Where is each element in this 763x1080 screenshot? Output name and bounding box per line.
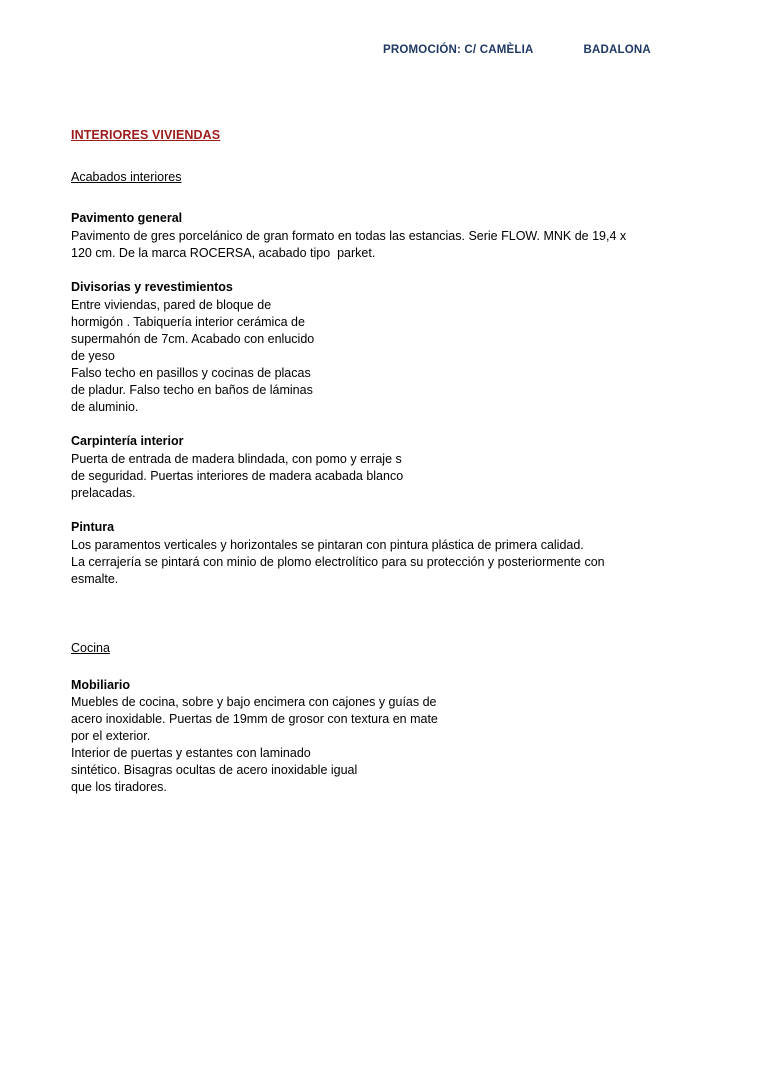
body-line: Pavimento de gres porcelánico de gran formato en todas las estancias. Serie FLOW. MNK de 19,4 x: [71, 228, 627, 243]
block-title: Carpintería interior: [71, 433, 184, 448]
block-title: Divisorias y revestimientos: [71, 279, 233, 294]
document-header: [0, 44, 763, 56]
body-line: supermahón de 7cm. Acabado con enlucido: [71, 331, 315, 346]
block-body: [71, 537, 691, 588]
block-spacer: [71, 655, 691, 677]
block-pavimento-general: [71, 210, 691, 262]
block-title: Pintura: [71, 519, 115, 534]
body-line: de aluminio.: [71, 399, 139, 414]
body-line: 120 cm. De la marca ROCERSA, acabado tipo parket.: [71, 245, 376, 260]
body-line: La cerrajería se pintará con minio de plomo electrolítico para su protección y posteriormente con: [71, 554, 605, 569]
body-line: de pladur. Falso techo en baños de láminas: [71, 382, 313, 397]
body-line: Puerta de entrada de madera blindada, con pomo y erraje s: [71, 451, 402, 466]
promotion-label: PROMOCIÓN: C/ CAMÈLIA: [383, 44, 534, 56]
block-pintura: [71, 519, 691, 588]
block-body: [71, 451, 691, 502]
block-body: [71, 694, 691, 796]
body-line: hormigón . Tabiquería interior cerámica de: [71, 314, 305, 329]
section-heading-acabados: Acabados interiores: [71, 170, 182, 184]
block-title: Pavimento general: [71, 211, 183, 225]
block-body: [71, 228, 691, 262]
section-heading-cocina: Cocina: [71, 640, 110, 655]
body-line: esmalte.: [71, 571, 119, 586]
body-line: prelacadas.: [71, 485, 136, 500]
promotion-location: BADALONA: [583, 44, 651, 56]
block-body: [71, 297, 691, 416]
block-divisorias-revestimientos: [71, 279, 691, 416]
body-line: Muebles de cocina, sobre y bajo encimera con cajones y guías de: [71, 695, 437, 710]
body-line: Entre viviendas, pared de bloque de: [71, 297, 272, 312]
body-line: de yeso: [71, 348, 115, 363]
block-title: Mobiliario: [71, 677, 131, 692]
body-line: de seguridad. Puertas interiores de madera acabada blanco: [71, 468, 404, 483]
body-line: sintético. Bisagras ocultas de acero inoxidable igual: [71, 763, 358, 778]
body-line: Interior de puertas y estantes con laminado: [71, 746, 311, 761]
body-line: Falso techo en pasillos y cocinas de placas: [71, 365, 311, 380]
block-mobiliario: [71, 677, 691, 797]
body-line: que los tiradores.: [71, 780, 167, 795]
page-title: INTERIORES VIVIENDAS: [71, 128, 221, 142]
block-carpinteria-interior: [71, 433, 691, 502]
document-content: [71, 128, 691, 813]
body-line: por el exterior.: [71, 729, 151, 744]
body-line: acero inoxidable. Puertas de 19mm de grosor con textura en mate: [71, 712, 438, 727]
section-spacer: [71, 605, 691, 641]
body-line: Los paramentos verticales y horizontales se pintaran con pintura plástica de primera calidad.: [71, 537, 584, 552]
